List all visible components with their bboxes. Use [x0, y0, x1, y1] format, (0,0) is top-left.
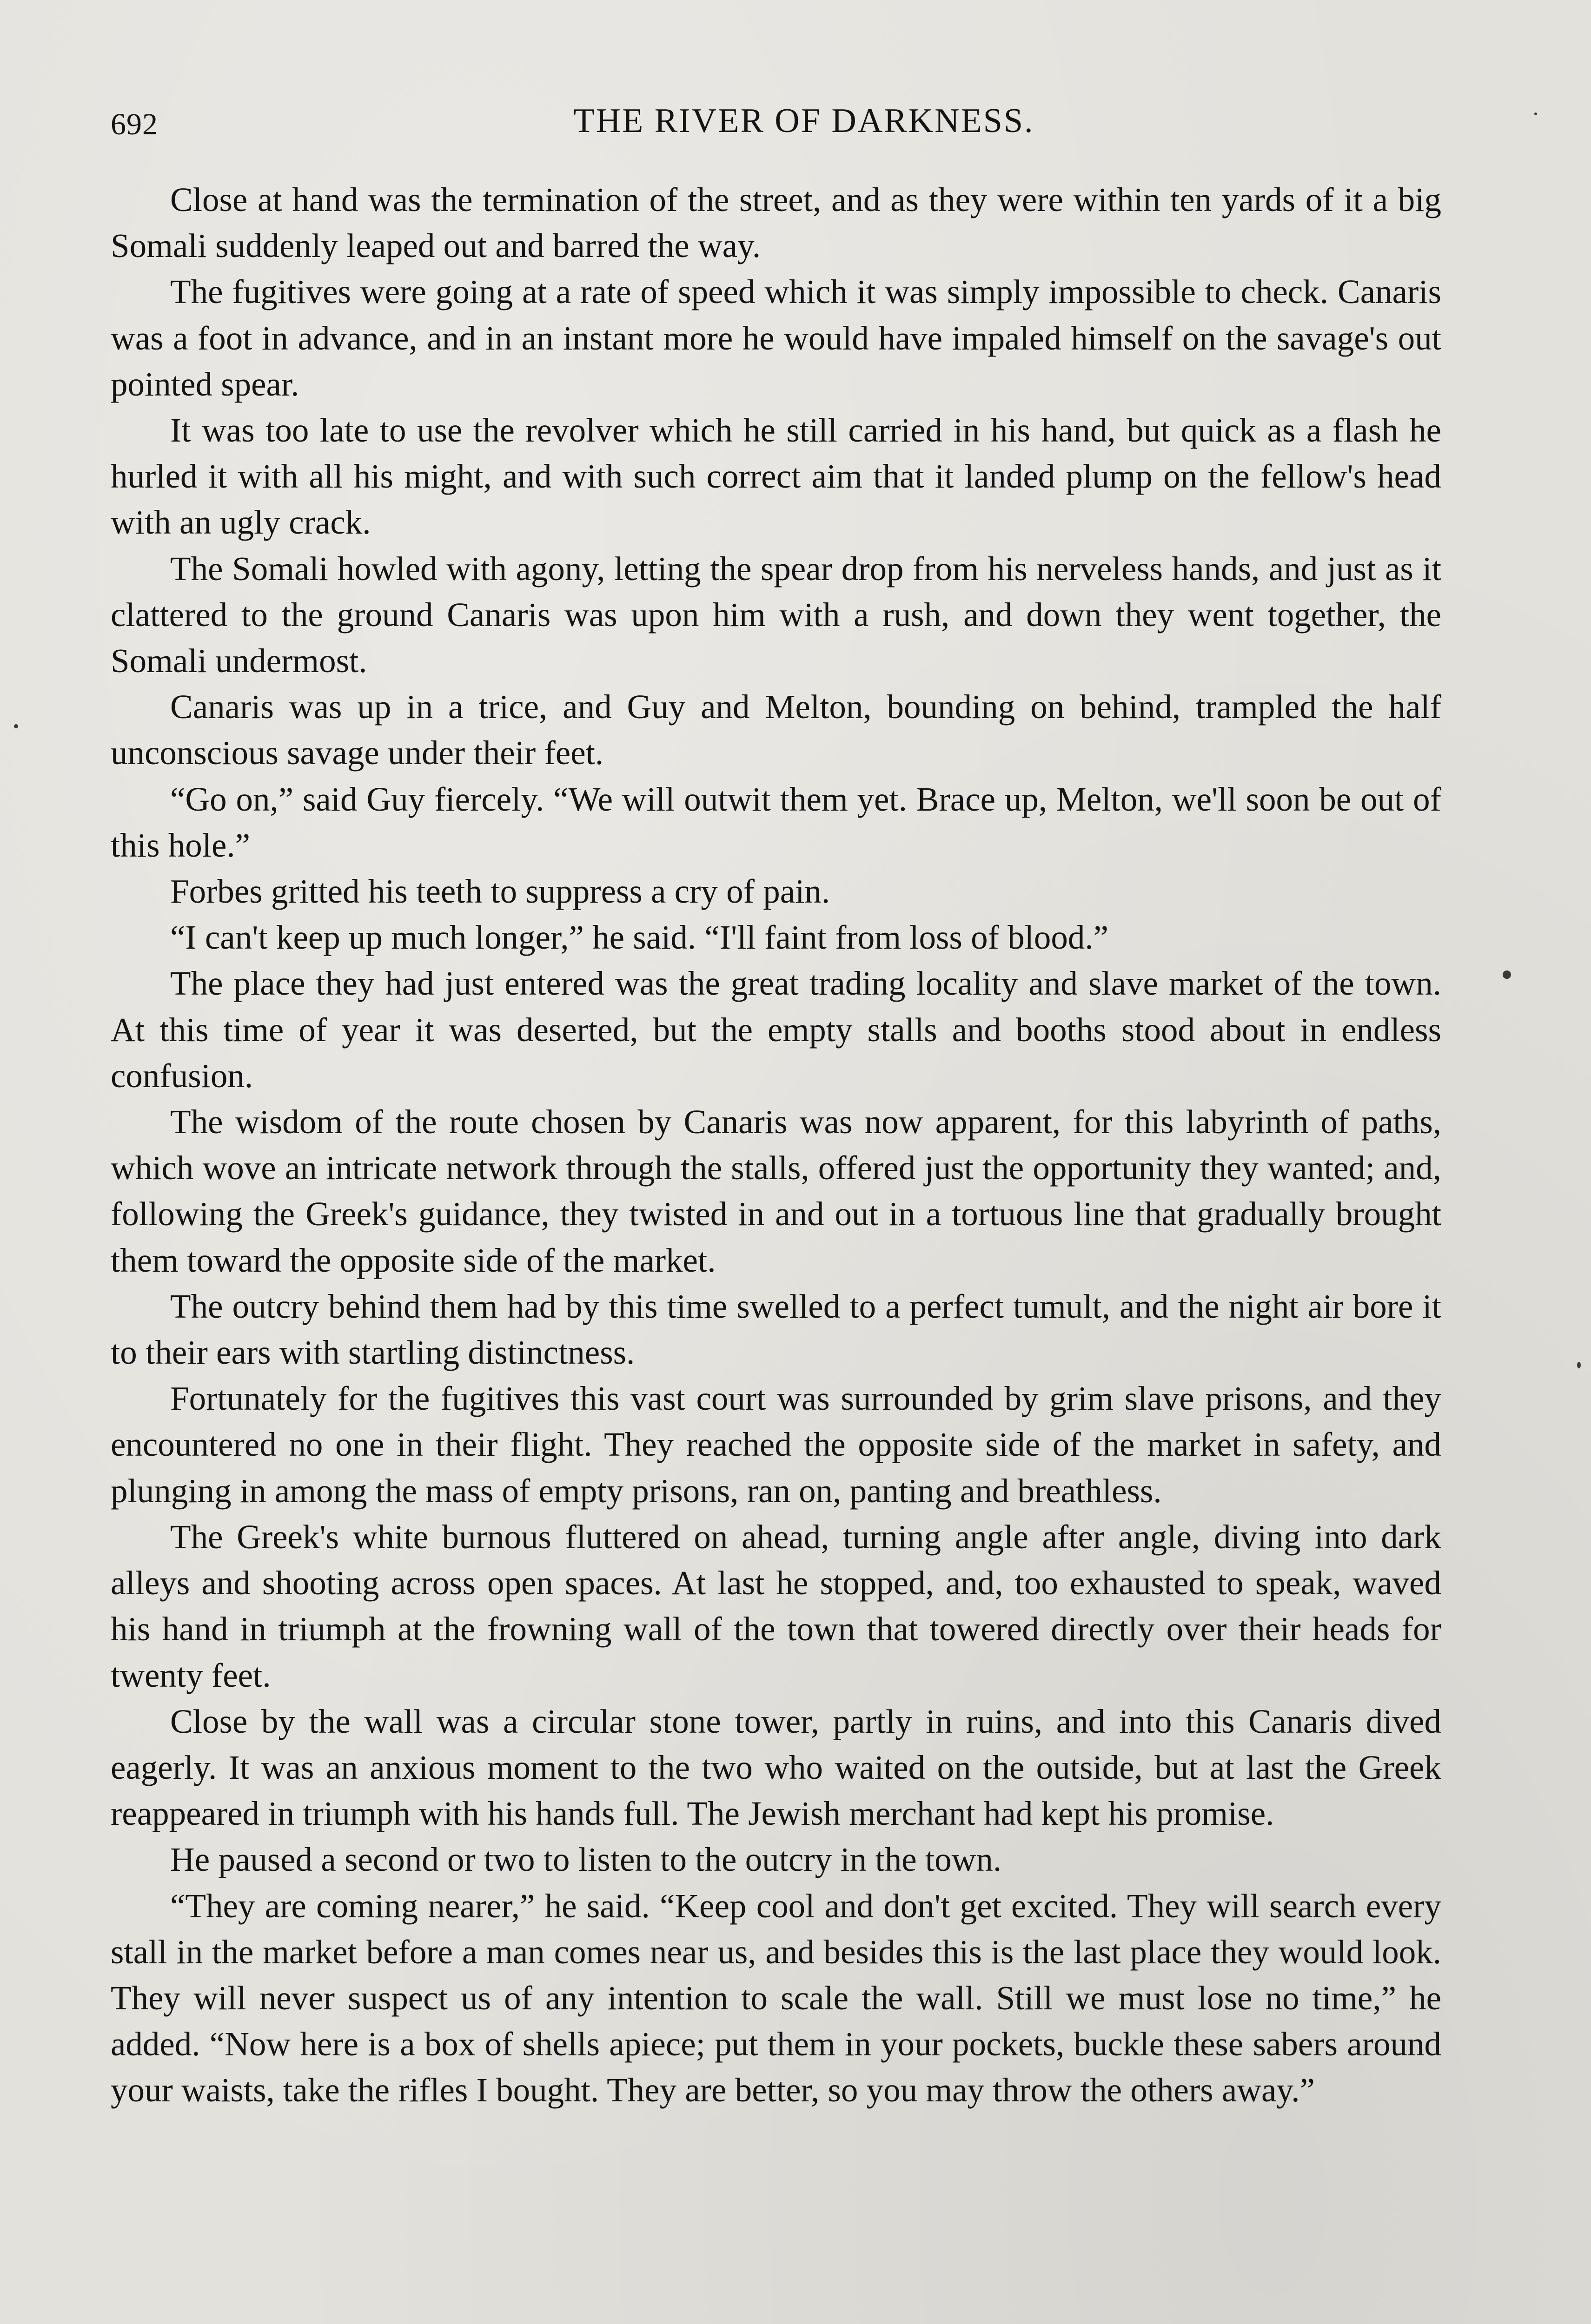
paragraph: The wisdom of the route chosen by Canaris was now apparent, for this labyrinth of paths, which wove an intricate network through the stalls, offered just the opportunity they wanted; and, following the Greek's guidance, they twisted in and out in a tortuous line that gradually brought them toward the opposite side of the market.	[111, 1103, 1441, 1279]
page-number: 692	[111, 107, 158, 141]
paragraph: Close at hand was the termination of the street, and as they were within ten yards of it a big Somali suddenly leaped out and barred the way.	[111, 181, 1441, 265]
paragraph: “Go on,” said Guy fiercely. “We will outwit them yet. Brace up, Melton, we'll soon be out of this hole.”	[111, 780, 1441, 864]
page-header	[111, 101, 1441, 152]
paragraph: The Greek's white burnous fluttered on ahead, turning angle after angle, diving into dark alleys and shooting across open spaces. At last he stopped, and, too exhausted to speak, waved his hand in triumph at the frowning wall of the town that towered directly over their heads for twenty feet.	[111, 1518, 1441, 1694]
print-speck	[1534, 112, 1537, 115]
paragraph: He paused a second or two to listen to the outcry in the town.	[170, 1841, 1002, 1879]
paragraph: Close by the wall was a circular stone tower, partly in ruins, and into this Canaris dived eagerly. It was an anxious moment to the two who waited on the outside, but at last the Greek reappeared in triumph with his hands full. The Jewish merchant had kept his promise.	[111, 1702, 1441, 1833]
print-speck	[1577, 1362, 1581, 1368]
paragraph: The fugitives were going at a rate of speed which it was simply impossible to check. Canaris was a foot in advance, and in an instant more he would have impaled himself on the savage's out pointed spear.	[111, 273, 1441, 403]
paragraph: “I can't keep up much longer,” he said. “I'll faint from loss of blood.”	[170, 918, 1109, 957]
paragraph: The Somali howled with agony, letting the spear drop from his nerveless hands, and just as it clattered to the ground Canaris was upon him with a rush, and down they went together, the Somali undermost.	[111, 549, 1441, 680]
paragraph: “They are coming nearer,” he said. “Keep cool and don't get excited. They will search every stall in the market before a man comes near us, and besides this is the last place they would look. They will never suspect us of any intention to scale the wall. Still we must lose no time,” he added. “Now here is a box of shells apiece; put them in your pockets, buckle these sabers around your waists, take the rifles I bought. They are better, so you may throw the others away.”	[111, 1887, 1441, 2109]
running-title: THE RIVER OF DARKNESS.	[573, 102, 1034, 140]
body-text	[111, 177, 1441, 2113]
print-speck	[1503, 971, 1511, 979]
paragraph: The outcry behind them had by this time swelled to a perfect tumult, and the night air bore it to their ears with startling distinctness.	[111, 1287, 1441, 1372]
paragraph: Fortunately for the fugitives this vast court was surrounded by grim slave prisons, and they encountered no one in their flight. They reached the opposite side of the market in safety, and plunging in among the mass of empty prisons, ran on, panting and breathless.	[111, 1380, 1441, 1510]
paragraph: The place they had just entered was the great trading locality and slave market of the town. At this time of year it was deserted, but the empty stalls and booths stood about in endless confusion.	[111, 964, 1441, 1095]
paragraph: Canaris was up in a trice, and Guy and Melton, bounding on behind, trampled the half unconscious savage under their feet.	[111, 688, 1441, 772]
print-speck	[14, 724, 18, 728]
paragraph: It was too late to use the revolver which he still carried in his hand, but quick as a flash he hurled it with all his might, and with such correct aim that it landed plump on the fellow's head with an ugly crack.	[111, 411, 1441, 541]
paragraph: Forbes gritted his teeth to suppress a cry of pain.	[170, 872, 830, 911]
